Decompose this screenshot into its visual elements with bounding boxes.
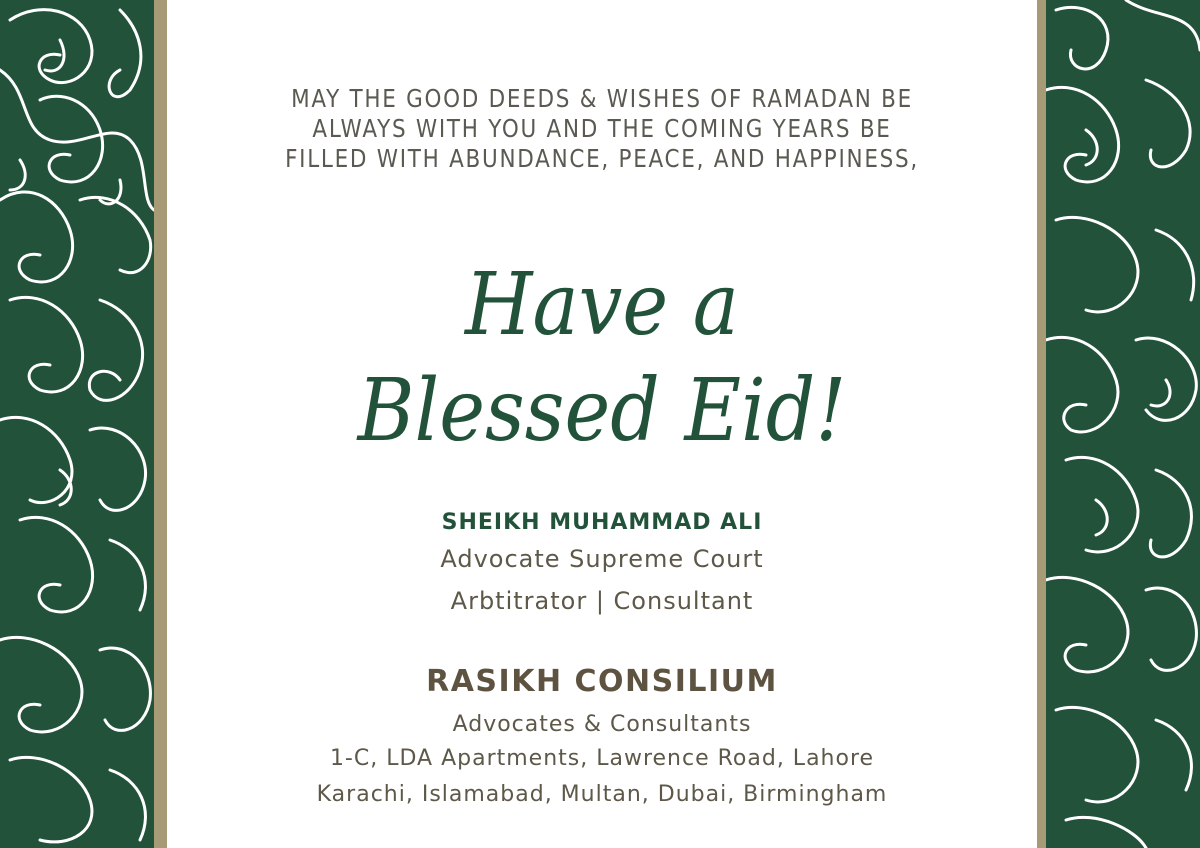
firm-tagline: Advocates & Consultants xyxy=(452,712,752,737)
person-title: Advocate Supreme Court xyxy=(440,545,764,573)
floral-pattern-right xyxy=(1046,0,1200,848)
headline-line: Have a xyxy=(465,255,739,355)
wishes-text xyxy=(228,84,976,174)
person-name: SHEIKH MUHAMMAD ALI xyxy=(441,510,763,535)
greeting-card xyxy=(167,0,1037,848)
person-roles: Arbtitrator | Consultant xyxy=(450,587,754,615)
firm-address: 1-C, LDA Apartments, Lawrence Road, Lahore xyxy=(329,746,875,771)
floral-pattern-left xyxy=(0,0,154,848)
right-pattern-panel xyxy=(1046,0,1200,848)
wishes-line: FILLED WITH ABUNDANCE, PEACE, AND HAPPINESS, xyxy=(285,144,919,173)
firm-name: RASIKH CONSILIUM xyxy=(426,664,778,699)
headline xyxy=(211,252,994,464)
firm-cities: Karachi, Islamabad, Multan, Dubai, Birmingham xyxy=(316,782,888,807)
headline-line: Blessed Eid! xyxy=(357,361,847,461)
wishes-line: ALWAYS WITH YOU AND THE COMING YEARS BE xyxy=(312,114,892,143)
gold-border-left xyxy=(154,0,167,848)
left-pattern-panel xyxy=(0,0,154,848)
wishes-line: MAY THE GOOD DEEDS & WISHES OF RAMADAN BE xyxy=(291,84,913,113)
